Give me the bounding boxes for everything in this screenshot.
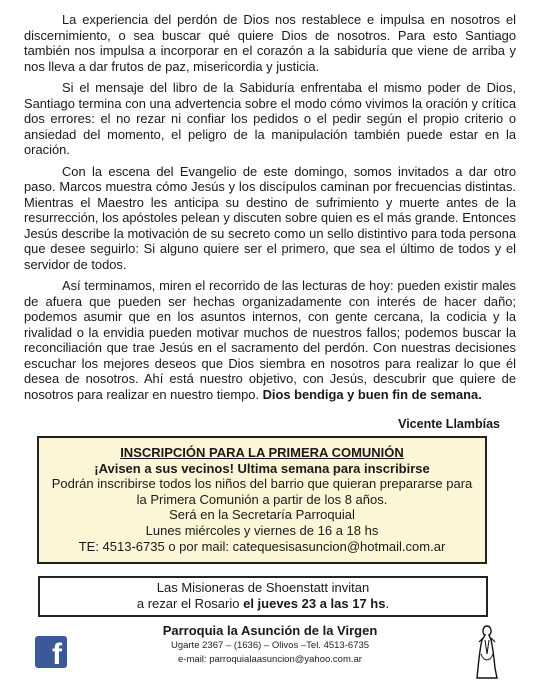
paragraph-2: Si el mensaje del libro de la Sabiduría enfrentaba el mismo poder de Dios, Santiago termina con una advertencia sobre el modo cómo vivimos la oración y crítica dos errores: el no rezar ni confiar los pedidos o el pedir según el propio criterio o ansiedad del momento, el peligro de la manipulación también puede estar en la oración. bbox=[24, 80, 516, 157]
paragraph-4-text: Así terminamos, miren el recorrido de las lecturas de hoy: pueden existir males de afuera que pueden ser hechas organizadamente con interés de hacer daño; podemos asumir que en los asuntos internos, con gente cercana, la codicia y la rivalidad o la envidia pueden motivar muchos de nuestros fallos; podemos buscar la reconciliación que trae Jesús en el sacramento del perdón. Con nuestras decisiones escuchar los mejores deseos que Dios siembra en nosotros para realizar lo que él desea de nosotros. Ahí está nuestro objetivo, con Jesús, descubrir que quiere de nosotros para realizar en nuestro tiempo. bbox=[24, 278, 516, 402]
virgin-statue-icon bbox=[472, 624, 502, 680]
paragraph-1: La experiencia del perdón de Dios nos restablece e impulsa en nosotros el discernimiento, o sea buscar qué quiere Dios de nosotros. Para esto Santiago también nos impulsa a incorporar en el corazón a la sabiduría que viene de arriba y nos lleva a dar frutos de paz, misericordia y justicia. bbox=[24, 12, 516, 74]
communion-line-4: Lunes miércoles y viernes de 16 a 18 hs bbox=[145, 522, 379, 538]
rosary-box bbox=[38, 576, 488, 617]
rosary-line-2 bbox=[40, 596, 486, 612]
paragraph-4 bbox=[24, 278, 516, 402]
parish-info bbox=[120, 622, 420, 667]
signature: Vicente Llambías bbox=[398, 417, 500, 431]
communion-title: INSCRIPCIÓN PARA LA PRIMERA COMUNIÓN bbox=[120, 445, 404, 460]
communion-subtitle: ¡Avisen a sus vecinos! Ultima semana para inscribirse bbox=[94, 460, 430, 476]
parish-name: Parroquia la Asunción de la Virgen bbox=[162, 623, 378, 638]
footer bbox=[0, 622, 540, 684]
communion-contact: TE: 4513-6735 o por mail: catequesisasuncion@hotmail.com.ar bbox=[78, 538, 446, 554]
first-communion-box bbox=[37, 436, 487, 564]
blessing-text: Dios bendiga y buen fin de semana. bbox=[262, 386, 482, 402]
communion-line-2: la Primera Comunión a partir de los 8 años. bbox=[136, 491, 388, 507]
rosary-suffix: . bbox=[385, 596, 390, 611]
communion-line-1: Podrán inscribirse todos los niños del barrio que quieran prepararse para bbox=[51, 476, 473, 492]
parish-address: Ugarte 2367 – (1636) – Olivos –Tel. 4513-6735 bbox=[170, 640, 370, 651]
rosary-date: el jueves 23 a las 17 hs bbox=[243, 596, 386, 611]
rosary-line-1: Las Misioneras de Shoenstatt invitan bbox=[156, 580, 370, 595]
communion-line-3: Será en la Secretaría Parroquial bbox=[169, 507, 355, 523]
article bbox=[24, 12, 516, 408]
rosary-prefix: a rezar el Rosario bbox=[136, 596, 244, 611]
paragraph-3: Con la escena del Evangelio de este domingo, somos invitados a dar otro paso. Marcos muestra cómo Jesús y los discípulos caminan por frecuencias distintas. Mientras el Maestro les anticipa su destino de sufrimiento y muerte antes de la resurrección, los apóstoles pelean y discuten sobre quien es el más grande. Entonces Jesús describe la motivación de su secreto como un sello distintivo para toda persona que desee seguirlo: Si alguno quiere ser el primero, que sea el último de todos y el servidor de todos. bbox=[24, 163, 516, 272]
parish-email: e-mail: parroquialaasuncion@yahoo.com.ar bbox=[178, 654, 362, 665]
facebook-icon[interactable]: f bbox=[35, 636, 67, 668]
